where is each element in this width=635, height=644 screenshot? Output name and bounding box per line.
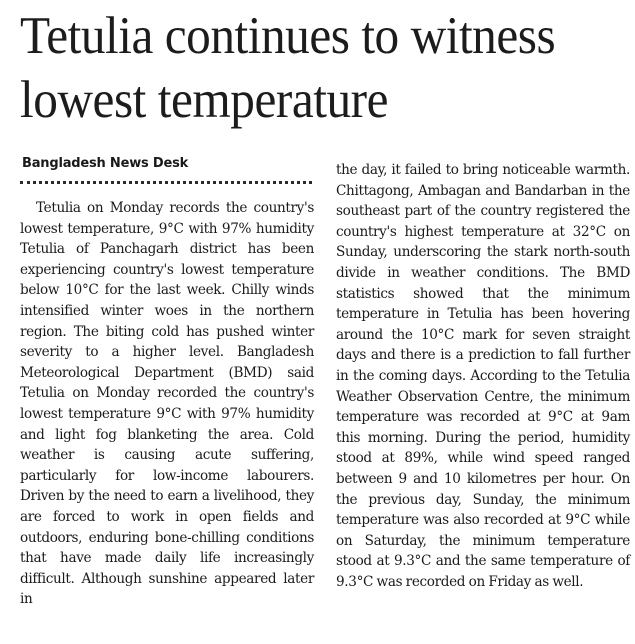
article-headline: Tetulia continues to witness lowest temperature <box>20 7 556 129</box>
article-body-column-2: the day, it failed to bring noticeable warmth. Chittagong, Ambagan and Bandarban in the southeast part of the country registered the country's highest temperature at 32°C on Sunday, underscoring the stark north-south divide in weather conditions. The BMD statistics showed that the minimum temperature in Tetulia has been hovering around the 10°C mark for seven straight days and there is a prediction to fall further in the coming days. According to the Tetulia Weather Observation Centre, the minimum temperature was recorded at 9°C at 9am this morning. During the period, humidity stood at 89%, while wind speed ranged between 9 and 10 kilometres per hour. On the previous day, Sunday, the minimum temperature was also recorded at 9°C while on Saturday, the minimum temperature stood at 9.3°C and the same temperature of 9.3°C was recorded on Friday as well. <box>336 162 630 590</box>
byline-dotted-divider <box>20 181 312 184</box>
article-byline: Bangladesh News Desk <box>22 156 189 171</box>
article-column-left <box>20 156 314 610</box>
article-body-column-1: Tetulia on Monday records the country's lowest temperature, 9°C with 97% humidity Tetulia of Panchagarh district has been experiencing country's lowest temperature below 10°C for the last week. Chilly winds intensified winter woes in the northern region. The biting cold has pushed winter severity to a higher level. Bangladesh Meteorological Department (BMD) said Tetulia on Monday recorded the country's lowest temperature 9°C with 97% humidity and light fog blanketing the area. Cold weather is causing acute suffering, particularly for low-income labourers. Driven by the need to earn a livelihood, they are forced to work in open fields and outdoors, enduring bone-chilling conditions that have made daily life increasingly difficult. Although sunshine appeared later in <box>20 200 314 608</box>
article-column-right <box>336 160 630 592</box>
